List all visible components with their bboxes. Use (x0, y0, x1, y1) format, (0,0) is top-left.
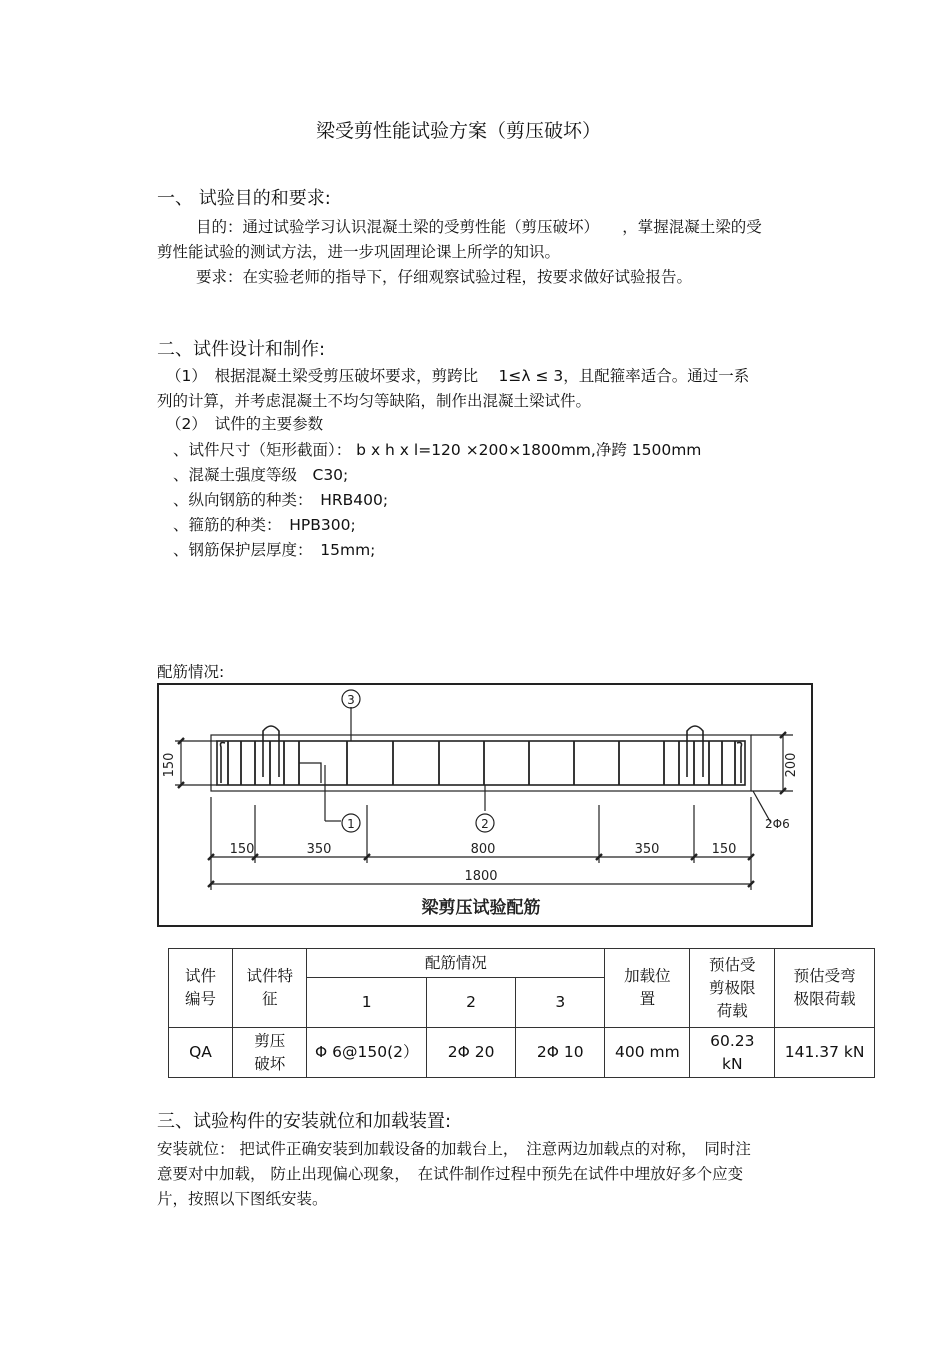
callout-2-label: 2 (481, 817, 489, 831)
header-rebar-1: 1 (307, 978, 427, 1028)
cell-specimen-id: QA (169, 1028, 233, 1078)
cell-rebar-3: 2Φ 10 (516, 1028, 605, 1078)
dim-350-right: 350 (634, 842, 660, 857)
document-title: 梁受剪性能试验方案（剪压破坏） (316, 120, 602, 142)
param-item: 、混凝土强度等级 C30; (173, 466, 349, 484)
dim-height-150: 150 (162, 752, 177, 778)
callout-3-label: 3 (347, 693, 355, 707)
cell-shear-limit: 60.23 kN (690, 1028, 775, 1078)
param-item: 、钢筋保护层厚度： 15mm; (173, 541, 376, 559)
dim-800: 800 (470, 842, 496, 857)
dim-1800: 1800 (464, 869, 498, 884)
beam-drawing-svg (159, 685, 811, 925)
dim-150-right: 150 (711, 842, 737, 857)
header-shear-limit: 预估受剪极限荷载 (690, 949, 775, 1028)
specimen-table (168, 948, 875, 1078)
dim-350-left: 350 (306, 842, 332, 857)
header-rebar-3: 3 (516, 978, 605, 1028)
param-item: 、纵向钢筋的种类： HRB400; (173, 491, 389, 509)
callout-1-label: 1 (347, 817, 355, 831)
purpose-line-1: 目的：通过试验学习认识混凝土梁的受剪性能（剪压破坏） ，掌握混凝土梁的受 (196, 218, 762, 236)
cell-rebar-2: 2Φ 20 (427, 1028, 516, 1078)
header-load-position: 加载位置 (605, 949, 690, 1028)
lifting-hook-left (263, 726, 279, 777)
param-item: 、箍筋的种类： HPB300; (173, 516, 356, 534)
install-line-1: 安装就位： 把试件正确安装到加载设备的加载台上， 注意两边加载点的对称， 同时注 (157, 1140, 751, 1158)
section-2-heading: 二、试件设计和制作: (157, 339, 326, 360)
dim-height-200: 200 (784, 752, 799, 778)
item2-line: （2） 试件的主要参数 (166, 415, 324, 433)
section-3-heading: 三、试验构件的安装就位和加载装置: (157, 1111, 452, 1132)
bars-label: 2Φ6 (765, 817, 790, 831)
dim-150-left: 150 (229, 842, 255, 857)
beam-outline (211, 735, 751, 791)
cell-bending-limit: 141.37 kN (775, 1028, 875, 1078)
item1-line-2: 列的计算，并考虑混凝土不均匀等缺陷，制作出混凝土梁试件。 (157, 392, 592, 410)
purpose-line-2: 剪性能试验的测试方法，进一步巩固理论课上所学的知识。 (157, 243, 561, 261)
figure-label: 配筋情况: (157, 663, 225, 681)
header-rebar: 配筋情况 (307, 949, 605, 978)
reinforcement-drawing (157, 683, 813, 927)
header-rebar-2: 2 (427, 978, 516, 1028)
figure-caption: 梁剪压试验配筋 (421, 898, 541, 918)
cell-rebar-1: Φ 6@150(2） (307, 1028, 427, 1078)
lifting-hook-right (687, 726, 703, 777)
cell-specimen-feature: 剪压破坏 (232, 1028, 306, 1078)
item1-line-1: （1） 根据混凝土梁受剪压破坏要求，剪跨比 1≤λ ≤ 3，且配箍率适合。通过一系 (166, 367, 750, 385)
section-1-heading: 一、 试验目的和要求: (157, 188, 331, 209)
install-line-2: 意要对中加载， 防止出现偏心现象， 在试件制作过程中预先在试件中埋放好多个应变 (157, 1165, 744, 1183)
header-specimen-feature: 试件特征 (232, 949, 306, 1028)
requirement-line: 要求：在实验老师的指导下，仔细观察试验过程，按要求做好试验报告。 (196, 268, 693, 286)
header-bending-limit: 预估受弯极限荷载 (775, 949, 875, 1028)
header-specimen-id: 试件编号 (169, 949, 233, 1028)
rebar-cage (217, 741, 745, 785)
cell-load-position: 400 mm (605, 1028, 690, 1078)
install-line-3: 片，按照以下图纸安装。 (157, 1190, 328, 1208)
param-item: 、试件尺寸（矩形截面）： b x h x l=120 ×200×1800mm,净跨 1500mm (173, 441, 702, 459)
